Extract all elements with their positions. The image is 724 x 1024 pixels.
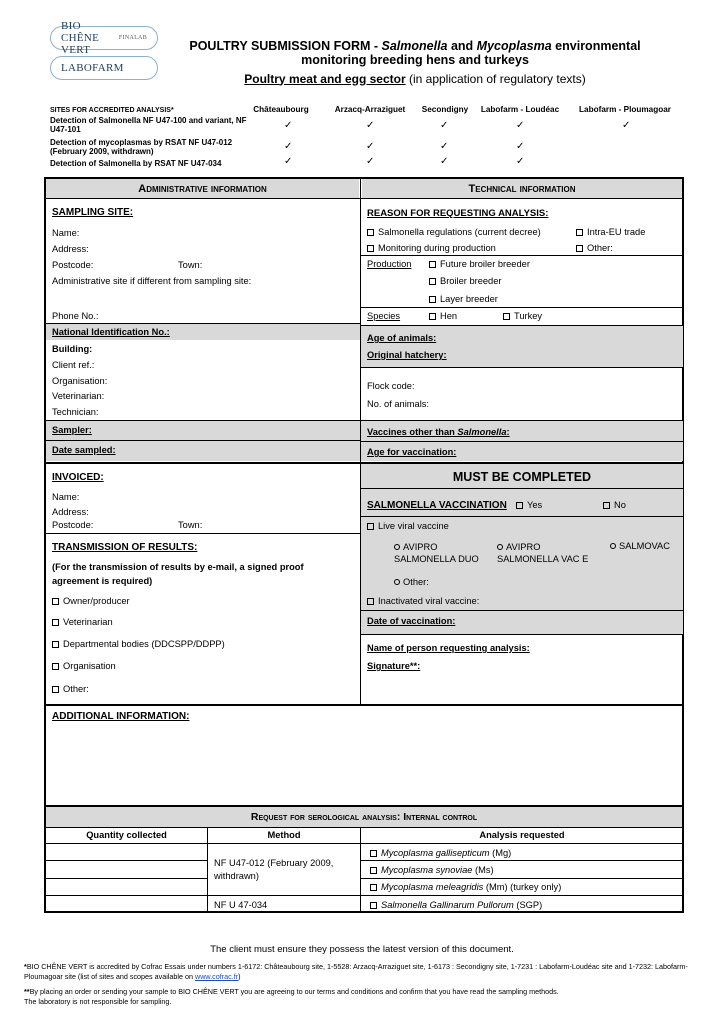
species-label: Species	[367, 311, 401, 321]
date-vaccination-field[interactable]: Date of vaccination:	[367, 616, 456, 626]
salmonella-regulations-checkbox[interactable]: Salmonella regulations (current decree)	[367, 227, 541, 237]
technical-header: Technical information	[362, 179, 682, 198]
building-field[interactable]: Building:	[52, 344, 93, 354]
invoiced-town-field[interactable]: Town:	[178, 520, 203, 530]
layer-checkbox[interactable]: Layer breeder	[429, 294, 498, 304]
site-tick: ✓	[366, 141, 375, 152]
site-col: Châteaubourg	[253, 105, 309, 114]
veterinarian-field[interactable]: Veterinarian:	[52, 391, 105, 401]
intra-eu-checkbox[interactable]: Intra-EU trade	[576, 227, 645, 237]
salmonella-vaccination-title: SALMONELLA VACCINATION	[367, 500, 507, 511]
biochene-logo: BIO CHÊNE VERT FINALAB	[50, 26, 158, 50]
site-tick: ✓	[440, 120, 449, 131]
production-label: Production	[367, 259, 412, 269]
phone-field[interactable]: Phone No.:	[52, 311, 99, 321]
site-tick: ✓	[284, 141, 293, 152]
client-ref-field[interactable]: Client ref.:	[52, 360, 95, 370]
invoiced-address-field[interactable]: Address:	[52, 507, 89, 517]
reason-title: REASON FOR REQUESTING ANALYSIS:	[367, 208, 549, 219]
transmission-title: TRANSMISSION OF RESULTS:	[52, 542, 198, 553]
col-analysis: Analysis requested	[479, 830, 565, 840]
site-row-label: Detection of mycoplasmas by RSAT NF U47-012 (February 2009, withdrawn)	[50, 138, 233, 157]
inactivated-vaccine-checkbox[interactable]: Inactivated viral vaccine:	[367, 596, 479, 606]
other-vaccine-radio[interactable]: Other:	[394, 577, 429, 587]
organisation-field[interactable]: Organisation:	[52, 376, 108, 386]
name-field[interactable]: Name:	[52, 228, 80, 238]
date-sampled-field[interactable]: Date sampled:	[52, 445, 116, 455]
town-field[interactable]: Town:	[178, 260, 203, 270]
invoiced-postcode-field[interactable]: Postcode:	[52, 520, 94, 530]
technician-field[interactable]: Technician:	[52, 407, 99, 417]
departmental-checkbox[interactable]: Departmental bodies (DDCSPP/DDPP)	[52, 639, 225, 649]
terms-note: **By placing an order or sending your sample to BIO CHÊNE VERT you are agreeing to our terms and conditions and confirm that you have read the sampling methods.	[24, 987, 559, 996]
transmission-note: (For the transmission of results by e-mail, a signed proof agreement is required)	[52, 562, 304, 586]
site-tick: ✓	[440, 156, 449, 167]
vaccination-yes-checkbox[interactable]: Yes	[516, 500, 542, 510]
live-vaccine-checkbox[interactable]: Live viral vaccine	[367, 521, 449, 531]
additional-info-area[interactable]	[46, 728, 682, 804]
vaccines-field[interactable]: Vaccines other than Salmonella:	[367, 427, 510, 437]
veterinarian-checkbox[interactable]: Veterinarian	[52, 617, 113, 627]
col-method: Method	[267, 830, 301, 840]
invoiced-name-field[interactable]: Name:	[52, 492, 80, 502]
site-col: Labofarm - Ploumagoar	[579, 105, 671, 114]
address-field[interactable]: Address:	[52, 244, 89, 254]
hatchery-field[interactable]: Original hatchery:	[367, 350, 447, 360]
age-vaccination-field[interactable]: Age for vaccination:	[367, 447, 457, 457]
site-tick: ✓	[622, 120, 631, 131]
other-reason-checkbox[interactable]: Other:	[576, 243, 613, 253]
signature-field[interactable]: Signature**:	[367, 661, 421, 671]
national-id-field[interactable]: National Identification No.:	[52, 327, 170, 337]
site-col: Arzacq-Arraziguet	[334, 105, 406, 114]
salmovac-radio[interactable]: SALMOVAC	[610, 541, 670, 551]
flock-code-field[interactable]: Flock code:	[367, 381, 415, 391]
num-animals-field[interactable]: No. of animals:	[367, 399, 430, 409]
person-name-field[interactable]: Name of person requesting analysis:	[367, 643, 530, 653]
admin-header: Administrative information	[46, 179, 359, 198]
avipro-duo-radio[interactable]: AVIPRO SALMONELLA DUO	[394, 542, 479, 565]
accreditation-note: *BIO CHÊNE VERT is accredited by Cofrac Essais under numbers 1-6172: Châteaubourg site, 1-5528: Arzacq-Arraziguet site, 1-6173 : Secondigny site, 1-7231 : Labofarm-Loudéac site and 1-7232: Labofarm-Ploumagoar site (list of sites and scopes available on www.cofrac.fr)	[24, 962, 688, 981]
site-tick: ✓	[516, 120, 525, 131]
sgp-checkbox[interactable]: Salmonella Gallinarum Pullorum (SGP)	[370, 900, 542, 910]
ms-checkbox[interactable]: Mycoplasma synoviae (Ms)	[370, 865, 494, 875]
invoiced-title: INVOICED:	[52, 472, 104, 483]
vaccination-no-checkbox[interactable]: No	[603, 500, 626, 510]
other-transmission-checkbox[interactable]: Other:	[52, 684, 89, 694]
site-tick: ✓	[366, 156, 375, 167]
owner-checkbox[interactable]: Owner/producer	[52, 596, 130, 606]
site-tick: ✓	[366, 120, 375, 131]
site-tick: ✓	[516, 141, 525, 152]
site-tick: ✓	[440, 141, 449, 152]
col-quantity: Quantity collected	[86, 830, 167, 840]
additional-info-title: ADDITIONAL INFORMATION:	[52, 711, 190, 722]
avipro-vac-radio[interactable]: AVIPRO SALMONELLA VAC E	[497, 542, 589, 565]
serology-header: Request for serological analysis: Internal control	[46, 807, 682, 827]
site-row-label: Detection of Salmonella by RSAT NF U47-034	[50, 159, 222, 168]
must-complete-title: MUST BE COMPLETED	[452, 470, 592, 484]
sites-heading: SITES FOR ACCREDITED ANALYSIS*	[50, 107, 174, 114]
latest-version-note: The client must ensure they possess the latest version of this document.	[210, 944, 514, 955]
mm-checkbox[interactable]: Mycoplasma meleagridis (Mm) (turkey only)	[370, 882, 561, 892]
site-col: Labofarm - Loudéac	[480, 105, 560, 114]
broiler-checkbox[interactable]: Broiler breeder	[429, 276, 502, 286]
site-col: Secondigny	[421, 105, 469, 114]
site-tick: ✓	[284, 156, 293, 167]
future-broiler-checkbox[interactable]: Future broiler breeder	[429, 259, 530, 269]
cofrac-link[interactable]: www.cofrac.fr	[195, 971, 239, 981]
sampling-site-title: SAMPLING SITE:	[52, 207, 134, 218]
admin-site-field[interactable]: Administrative site if different from sampling site:	[52, 276, 252, 286]
sampling-note: The laboratory is not responsible for sampling.	[24, 997, 172, 1006]
site-tick: ✓	[516, 156, 525, 167]
turkey-checkbox[interactable]: Turkey	[503, 311, 542, 321]
site-tick: ✓	[284, 120, 293, 131]
sampler-field[interactable]: Sampler:	[52, 425, 92, 435]
form-title: POULTRY SUBMISSION FORM - Salmonella and Mycoplasma environmental monitoring breeding hens and turkeys Poultry meat and egg sector (in application of regulatory texts)	[189, 39, 641, 86]
method-salmonella: NF U 47-034	[214, 900, 268, 910]
age-field[interactable]: Age of animals:	[367, 333, 437, 343]
method-mycoplasma: NF U47-012 (February 2009, withdrawn)	[214, 858, 334, 882]
organisation-checkbox[interactable]: Organisation	[52, 661, 116, 671]
labofarm-logo: LABOFARM	[50, 56, 158, 80]
monitoring-checkbox[interactable]: Monitoring during production	[367, 243, 496, 253]
mg-checkbox[interactable]: Mycoplasma gallisepticum (Mg)	[370, 848, 511, 858]
logo-area	[50, 20, 158, 86]
hen-checkbox[interactable]: Hen	[429, 311, 457, 321]
postcode-field[interactable]: Postcode:	[52, 260, 94, 270]
site-row-label: Detection of Salmonella NF U47-100 and variant, NF U47-101	[50, 116, 247, 135]
